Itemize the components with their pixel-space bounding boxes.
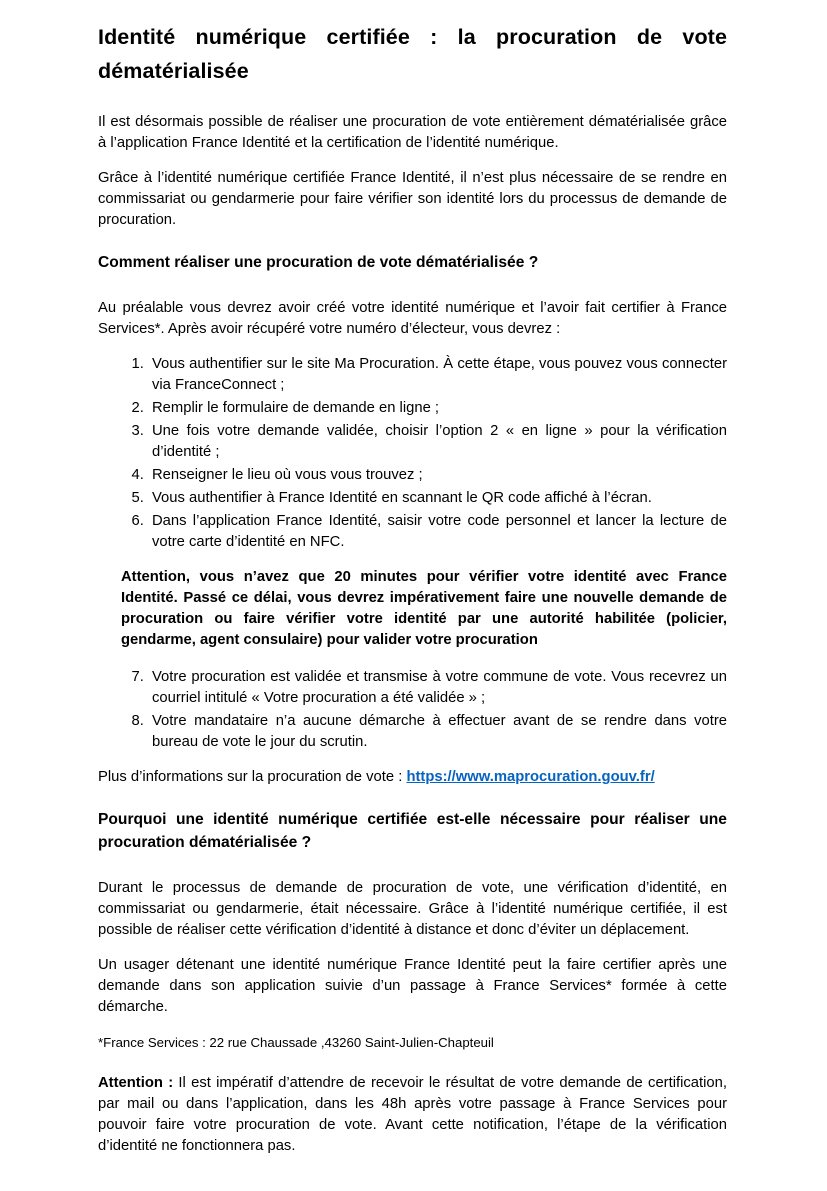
intro-paragraph-1: Il est désormais possible de réaliser une procuration de vote entièrement dématérialisée grâce à l’application France Identité et la certification de l’identité numérique. <box>98 114 727 151</box>
section-heading-how-to: Comment réaliser une procuration de vote dématérialisée ? <box>98 254 539 271</box>
step-item-5: 5. Vous authentifier à France Identité en scannant le QR code affiché à l’écran. <box>148 488 727 509</box>
section2-paragraph-2: Un usager détenant une identité numérique France Identité peut la faire certifier après une demande dans son application suivie d’un passage à France Services* formée à cette démarche. <box>98 957 727 1015</box>
step-item-1: 1. Vous authentifier sur le site Ma Procuration. À cette étape, vous pouvez vous connecter via FranceConnect ; <box>148 354 727 396</box>
attention-paragraph <box>98 1073 727 1157</box>
section2-paragraph-1: Durant le processus de demande de procuration de vote, une vérification d’identité, en commissariat ou gendarmerie, était nécessaire. Grâce à l’identité numérique certifiée, il est possible de réaliser cette vérification d’identité à distance et donc d’éviter un déplacement. <box>98 880 727 938</box>
section-heading-why: Pourquoi une identité numérique certifiée est-elle nécessaire pour réaliser une procuration dématérialisée ? <box>98 811 727 851</box>
attention-label: Attention : <box>98 1075 174 1091</box>
step-item-7: 7. Votre procuration est validée et transmise à votre commune de vote. Vous recevrez un courriel intitulé « Votre procuration a été validée » ; <box>148 667 727 709</box>
maprocuration-link[interactable]: https://www.maprocuration.gouv.fr/ <box>406 769 655 785</box>
attention-text: Il est impératif d’attendre de recevoir le résultat de votre demande de certification, par mail ou dans l’application, dans les 48h après votre passage à France Services pour pouvoir faire votre procuration de vote. Avant cette notification, l’étape de la vérification d’identité ne fonctionnera pas. <box>98 1075 727 1154</box>
step-item-8: 8. Votre mandataire n’a aucune démarche à effectuer avant de se rendre dans votre bureau de vote le jour du scrutin. <box>148 711 727 753</box>
step-item-2: 2. Remplir le formulaire de demande en ligne ; <box>148 398 727 419</box>
intro-paragraph-2: Grâce à l’identité numérique certifiée France Identité, il n’est plus nécessaire de se rendre en commissariat ou gendarmerie pour faire vérifier son identité lors du processus de demande de procuration. <box>98 170 727 228</box>
section1-intro-paragraph: Au préalable vous devrez avoir créé votre identité numérique et l’avoir fait certifier à France Services*. Après avoir récupéré votre numéro d’électeur, vous devrez : <box>98 300 727 337</box>
document-title: Identité numérique certifiée : la procuration de vote dématérialisée <box>98 25 727 83</box>
step-item-4: 4. Renseigner le lieu où vous vous trouvez ; <box>148 465 727 486</box>
more-info-text: Plus d’informations sur la procuration de vote : <box>98 769 407 785</box>
france-services-footnote: *France Services : 22 rue Chaussade ,43260 Saint-Julien-Chapteuil <box>98 1035 494 1050</box>
more-info-paragraph <box>98 767 727 788</box>
steps-list-1-to-6 <box>98 354 727 553</box>
steps-list-7-to-8 <box>98 667 727 753</box>
warning-paragraph: Attention, vous n’avez que 20 minutes pour vérifier votre identité avec France Identité. Passé ce délai, vous devrez impérativement faire une nouvelle demande de procuration ou faire vérifier votre identité par une autorité habilitée (policier, gendarme, agent consulaire) pour valider votre procuration <box>121 569 727 648</box>
step-item-3: 3. Une fois votre demande validée, choisir l’option 2 « en ligne » pour la vérification d’identité ; <box>148 421 727 463</box>
step-item-6: 6. Dans l’application France Identité, saisir votre code personnel et lancer la lecture de votre carte d’identité en NFC. <box>148 511 727 553</box>
